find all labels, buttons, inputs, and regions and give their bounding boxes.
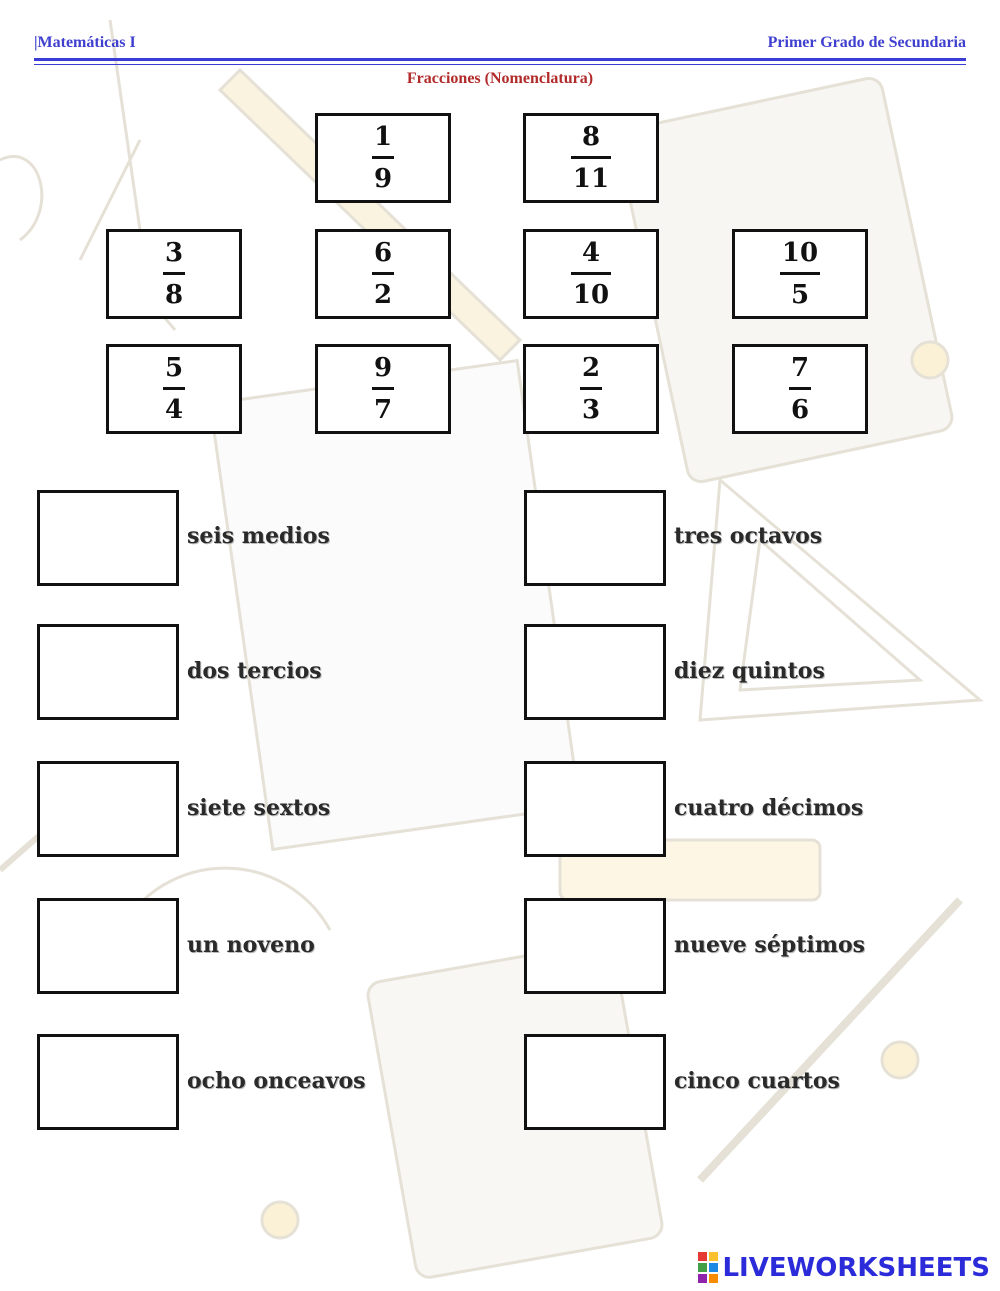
fraction-denominator: 5 [790, 280, 810, 310]
fraction-denominator: 3 [581, 395, 601, 425]
fraction-name: un noveno [187, 932, 315, 958]
logo-text: LIVEWORKSHEETS [722, 1252, 990, 1283]
grade-title: Primer Grado de Secundaria [767, 34, 966, 51]
worksheet-subtitle: Fracciones (Nomenclatura) [406, 70, 594, 87]
fraction-denominator: 11 [572, 164, 610, 194]
fraction-numerator: 3 [164, 238, 184, 268]
answer-drop-box[interactable] [524, 1034, 666, 1130]
subject-title: |Matemáticas I [34, 34, 136, 51]
fraction-card[interactable] [106, 344, 242, 434]
fraction-numerator: 5 [164, 353, 184, 383]
header-rule-thin [34, 64, 966, 65]
fraction-name: tres octavos [674, 523, 823, 549]
fraction-card[interactable] [315, 344, 451, 434]
fraction-bar [789, 387, 811, 390]
fraction-card[interactable] [523, 113, 659, 203]
logo-block [709, 1263, 718, 1272]
fraction-name: cinco cuartos [674, 1068, 840, 1094]
fraction-name: ocho onceavos [187, 1068, 366, 1094]
fraction-denominator: 8 [164, 280, 184, 310]
fraction-bar [580, 387, 602, 390]
fraction-denominator: 2 [373, 280, 393, 310]
fraction-card[interactable] [523, 229, 659, 319]
liveworksheets-logo [698, 1252, 990, 1283]
fraction-denominator: 7 [373, 395, 393, 425]
fraction-numerator: 4 [581, 238, 601, 268]
answer-drop-box[interactable] [37, 490, 179, 586]
fraction-bar [372, 272, 394, 275]
fraction-name: nueve séptimos [674, 932, 866, 958]
fraction-numerator: 1 [373, 122, 393, 152]
fraction-name: seis medios [187, 523, 330, 549]
fraction-numerator: 10 [781, 238, 819, 268]
logo-block [698, 1252, 707, 1261]
fraction-bar [780, 272, 820, 275]
answer-drop-box[interactable] [524, 898, 666, 994]
answer-drop-box[interactable] [524, 624, 666, 720]
fraction-bar [163, 272, 185, 275]
fraction-name: siete sextos [187, 795, 331, 821]
fraction-card[interactable] [732, 344, 868, 434]
fraction-card[interactable] [732, 229, 868, 319]
fraction-name: diez quintos [674, 658, 825, 684]
logo-block [709, 1274, 718, 1283]
fraction-card[interactable] [315, 229, 451, 319]
fraction-numerator: 2 [581, 353, 601, 383]
answer-drop-box[interactable] [37, 898, 179, 994]
logo-block [709, 1252, 718, 1261]
fraction-numerator: 8 [581, 122, 601, 152]
fraction-bar [163, 387, 185, 390]
fraction-card[interactable] [523, 344, 659, 434]
logo-block [698, 1274, 707, 1283]
answer-drop-box[interactable] [524, 761, 666, 857]
header-rule-thick [34, 58, 966, 61]
fraction-card[interactable] [106, 229, 242, 319]
answer-drop-box[interactable] [37, 1034, 179, 1130]
answer-drop-box[interactable] [37, 624, 179, 720]
answer-drop-box[interactable] [37, 761, 179, 857]
fraction-numerator: 9 [373, 353, 393, 383]
fraction-denominator: 9 [373, 164, 393, 194]
fraction-bar [571, 156, 611, 159]
fraction-numerator: 6 [373, 238, 393, 268]
logo-block [698, 1263, 707, 1272]
fraction-denominator: 4 [164, 395, 184, 425]
answer-drop-box[interactable] [524, 490, 666, 586]
fraction-bar [372, 156, 394, 159]
fraction-name: dos tercios [187, 658, 322, 684]
fraction-denominator: 6 [790, 395, 810, 425]
fraction-bar [571, 272, 611, 275]
fraction-name: cuatro décimos [674, 795, 864, 821]
fraction-denominator: 10 [572, 280, 610, 310]
logo-blocks-icon [698, 1252, 718, 1283]
fraction-bar [372, 387, 394, 390]
fraction-card[interactable] [315, 113, 451, 203]
fraction-numerator: 7 [790, 353, 810, 383]
